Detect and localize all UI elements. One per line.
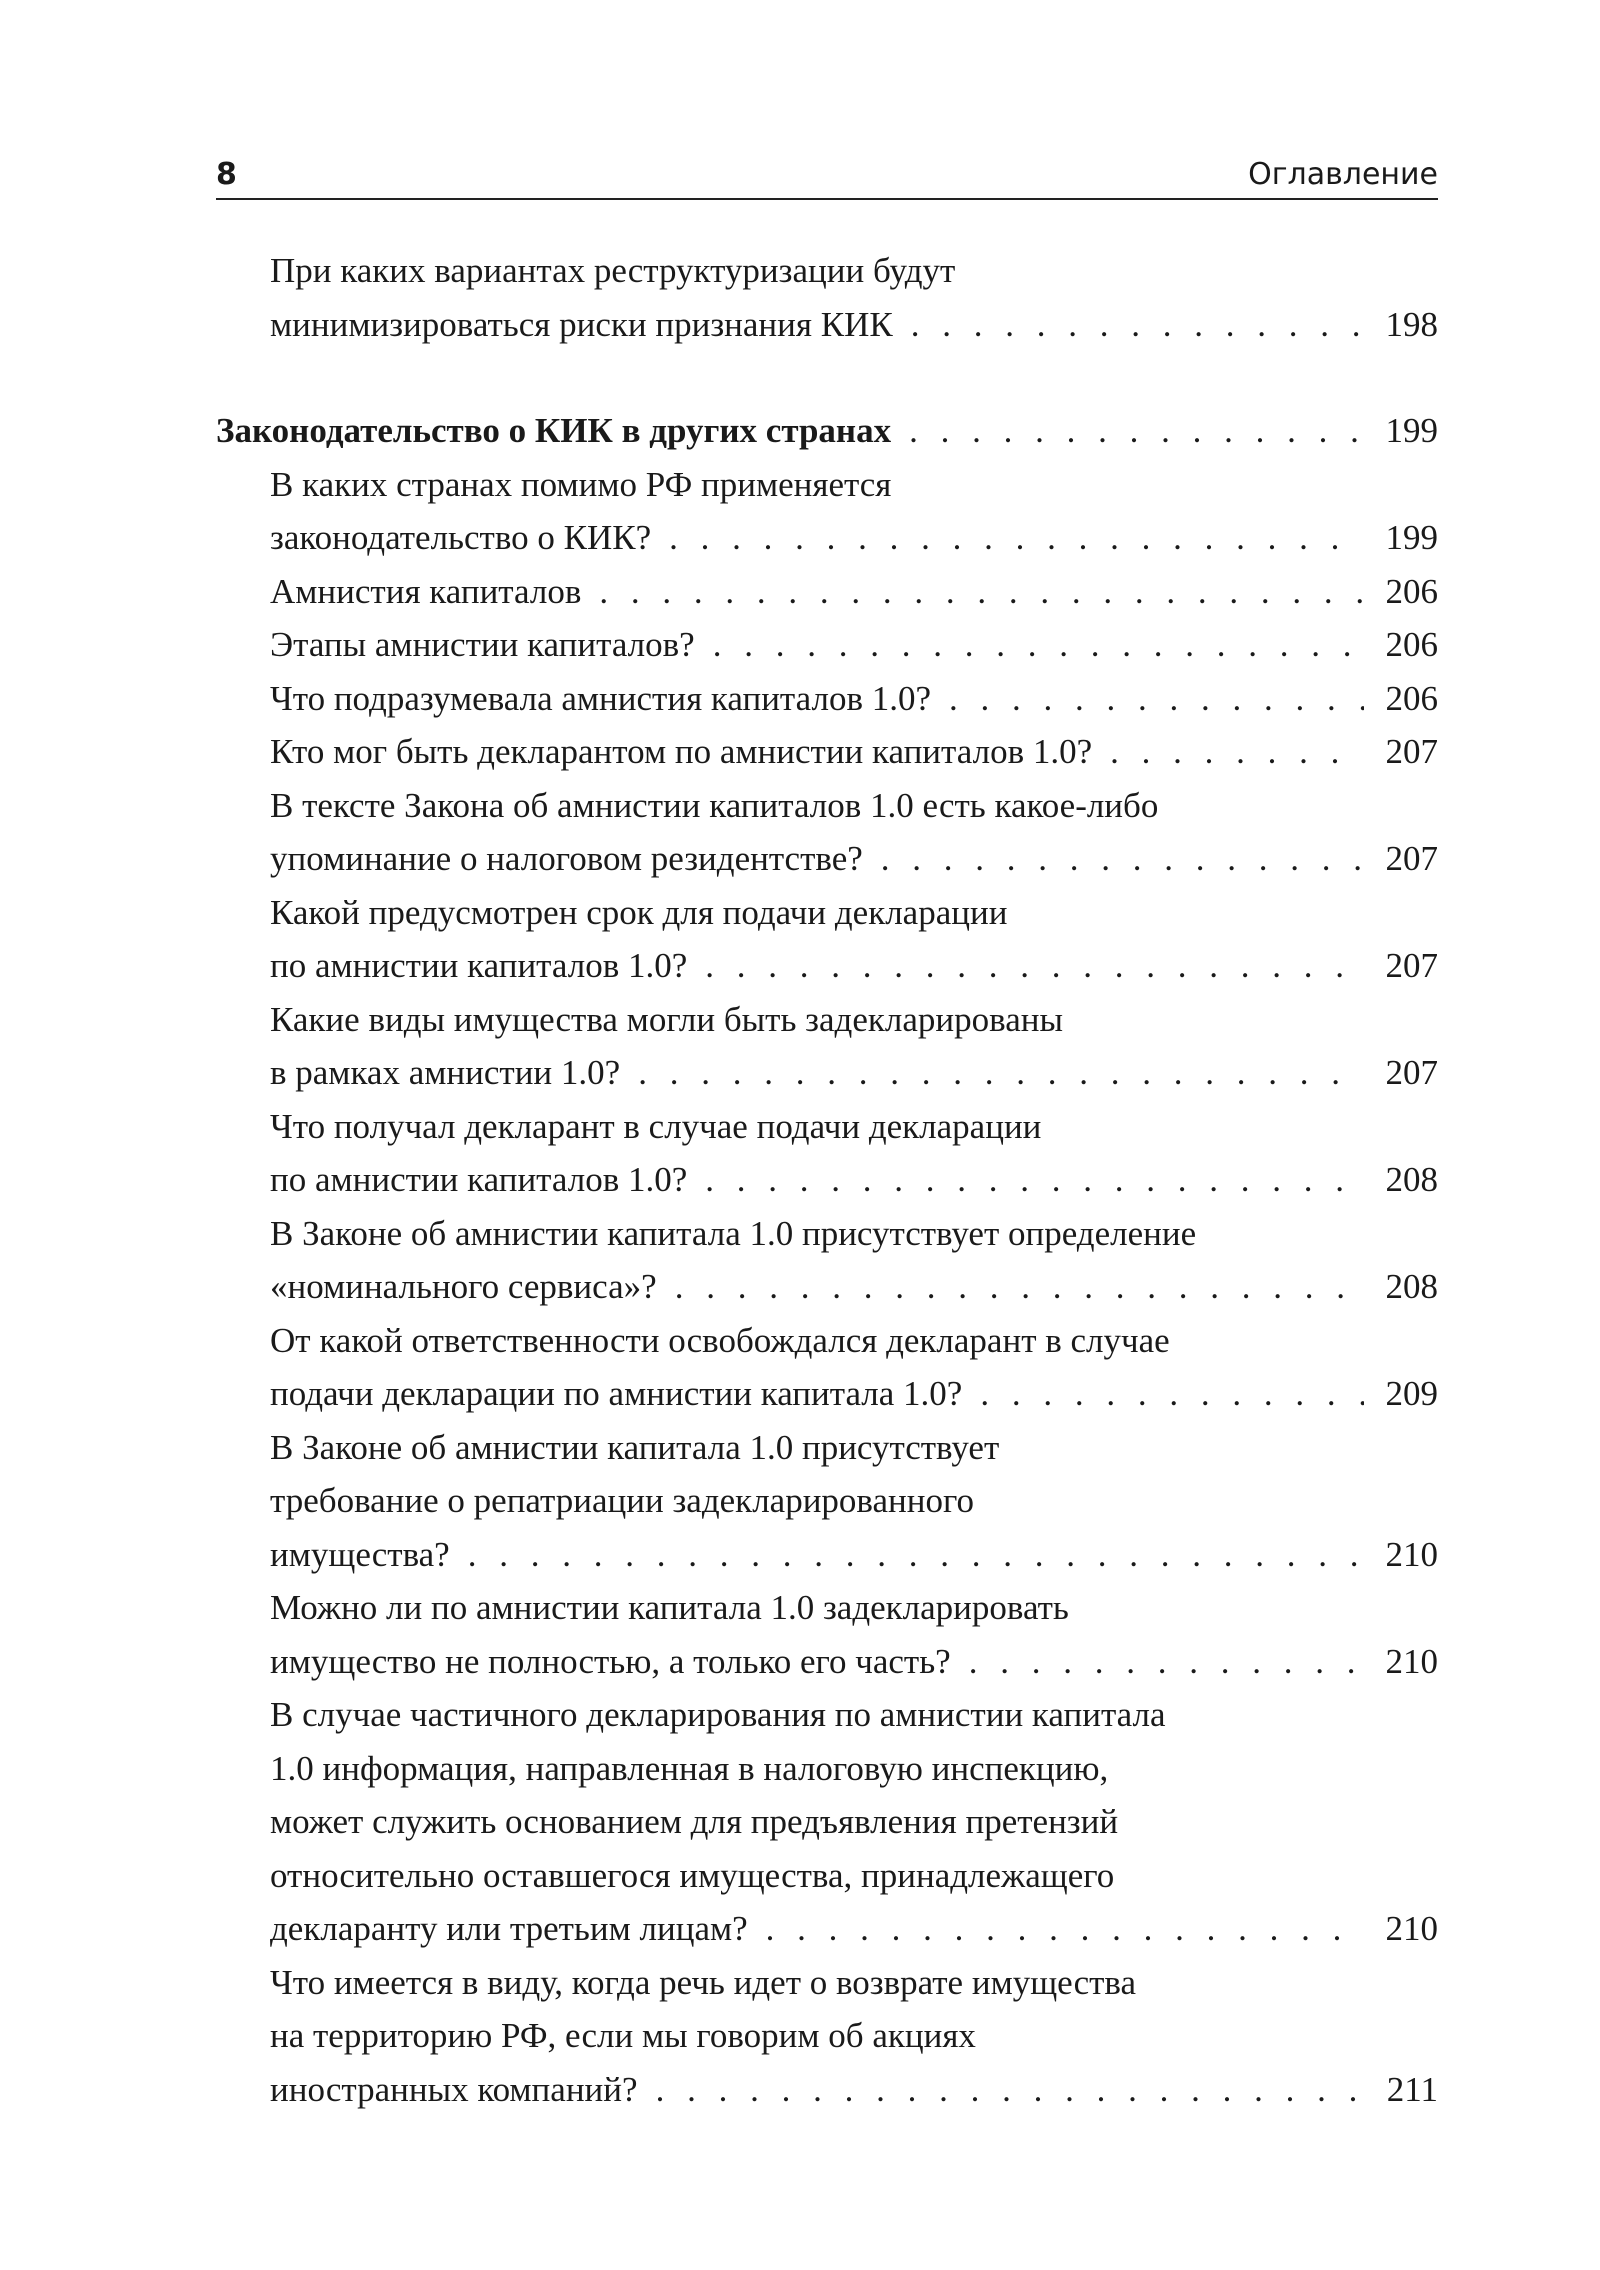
toc-entry-final-line: [270, 1153, 1438, 1207]
dot-leader: [705, 1153, 1364, 1207]
dot-leader: [599, 565, 1364, 619]
toc-entry-title: Что подразумевала амнистия капиталов 1.0?: [270, 678, 932, 718]
toc-page-number: 210: [1385, 1641, 1438, 1681]
dot-leader: [949, 672, 1364, 726]
dot-leader: [1110, 725, 1364, 779]
toc-entry-title: законодательство о КИК?: [270, 518, 652, 557]
toc-entry-title: Этапы амнистии капиталов?: [270, 625, 695, 664]
toc-entry-final-line: [270, 1046, 1438, 1100]
toc-entry-title: по амнистии капиталов 1.0?: [270, 946, 688, 985]
page-number: 8: [216, 157, 237, 192]
toc-entry: [216, 1421, 1438, 1582]
toc-entry-line: может служить основанием для предъявления претензий: [270, 1802, 1119, 1841]
toc-entry: [216, 618, 1438, 672]
dot-leader: [980, 1367, 1364, 1421]
toc-entry: [216, 886, 1438, 993]
running-title: Оглавление: [1248, 157, 1438, 192]
toc-entry-title: подачи декларации по амнистии капитала 1.0?: [270, 1374, 963, 1413]
toc-entry-final-line: [270, 1260, 1438, 1314]
toc-entry-title: имущества?: [270, 1534, 450, 1574]
toc-entry: [216, 779, 1438, 886]
toc-entry-line: Что имеется в виду, когда речь идет о возврате имущества: [270, 1962, 1137, 2002]
toc-entry-line: Что получал декларант в случае подачи декларации: [270, 1106, 1042, 1146]
toc-entry-title: декларанту или третьим лицам?: [270, 1909, 748, 1948]
toc-entry-title: Законодательство о КИК в других странах: [216, 411, 892, 450]
toc-entry-line: В случае частичного декларирования по амнистии капитала: [270, 1695, 1166, 1734]
toc-page-number: 207: [1385, 1053, 1438, 1092]
dot-leader: [675, 1260, 1364, 1314]
toc-entry: [216, 1688, 1438, 1956]
toc-entry: [216, 993, 1438, 1100]
toc-page-number: 198: [1385, 304, 1438, 344]
toc-entry-line: требование о репатриации задекларированного: [270, 1481, 974, 1520]
dot-leader: [911, 298, 1364, 352]
toc-entry-line: Можно ли по амнистии капитала 1.0 задекларировать: [270, 1588, 1069, 1627]
toc-page-number: 209: [1385, 1374, 1438, 1413]
toc-entry-line: В Законе об амнистии капитала 1.0 присутствует: [270, 1427, 1000, 1467]
toc-section-entry: [216, 404, 1438, 458]
toc-entry-final-line: [270, 1902, 1438, 1956]
dot-leader: [909, 404, 1364, 458]
toc-entry: [216, 458, 1438, 565]
toc-entry-line: В тексте Закона об амнистии капиталов 1.0 есть какое-либо: [270, 785, 1159, 825]
toc-page-number: 207: [1385, 732, 1438, 771]
dot-leader: [766, 1902, 1364, 1956]
toc-entry-title: Амнистия капиталов: [270, 571, 582, 611]
toc-entry: [216, 565, 1438, 619]
toc-entry-final-line: [270, 1367, 1438, 1421]
toc-entry-line: на территорию РФ, если мы говорим об акциях: [270, 2016, 976, 2055]
dot-leader: [656, 2063, 1364, 2117]
book-page: [216, 140, 1438, 2116]
toc-entry-line: Какой предусмотрен срок для подачи декларации: [270, 892, 1008, 932]
toc-page-number: 207: [1385, 946, 1438, 985]
toc-entry-final-line: [216, 404, 1438, 458]
toc-entry-title: по амнистии капиталов 1.0?: [270, 1160, 688, 1199]
toc-entry-final-line: [270, 565, 1438, 619]
dot-leader: [468, 1528, 1364, 1582]
toc-entry-line: относительно оставшегося имущества, принадлежащего: [270, 1855, 1115, 1895]
toc-page-number: 199: [1385, 411, 1438, 450]
toc-entry-line: 1.0 информация, направленная в налоговую инспекцию,: [270, 1748, 1109, 1788]
dot-leader: [969, 1635, 1364, 1689]
toc-entry-final-line: [270, 939, 1438, 993]
toc-entry-final-line: [270, 2063, 1438, 2117]
toc-entry: [216, 1956, 1438, 2117]
toc-entry: [216, 672, 1438, 726]
toc-entry-title: Кто мог быть декларантом по амнистии капиталов 1.0?: [270, 732, 1093, 771]
toc-entry-title: минимизироваться риски признания КИК: [270, 304, 893, 344]
toc-entry-title: иностранных компаний?: [270, 2069, 638, 2109]
toc-page-number: 208: [1385, 1160, 1438, 1199]
toc-entry-line: От какой ответственности освобождался декларант в случае: [270, 1320, 1170, 1360]
toc-entry-title: упоминание о налоговом резидентстве?: [270, 839, 863, 878]
toc-entry-line: В каких странах помимо РФ применяется: [270, 464, 892, 504]
toc-page-number: 206: [1385, 571, 1438, 611]
toc-entry: [216, 725, 1438, 779]
toc-entry-final-line: [270, 511, 1438, 565]
dot-leader: [713, 618, 1364, 672]
running-header: [216, 140, 1438, 200]
toc-page-number: 211: [1386, 2069, 1438, 2109]
toc-entry-line: В Законе об амнистии капитала 1.0 присутствует определение: [270, 1213, 1197, 1253]
toc-entry: [216, 1314, 1438, 1421]
dot-leader: [705, 939, 1364, 993]
toc-page-number: 199: [1385, 518, 1438, 557]
toc-page-number: 206: [1385, 678, 1438, 718]
toc-entry-title: в рамках амнистии 1.0?: [270, 1053, 621, 1092]
dot-leader: [881, 832, 1364, 886]
toc-page-number: 208: [1385, 1267, 1438, 1306]
toc-entry: [216, 1207, 1438, 1314]
dot-leader: [669, 511, 1364, 565]
toc-entry-title: «номинального сервиса»?: [270, 1267, 657, 1306]
toc-page-number: 207: [1385, 839, 1438, 878]
toc-entry-final-line: [270, 1635, 1438, 1689]
toc-page-number: 206: [1385, 625, 1438, 664]
toc-page-number: 210: [1385, 1909, 1438, 1948]
toc-entry: [216, 1100, 1438, 1207]
toc-entry-final-line: [270, 618, 1438, 672]
toc-entry-final-line: [270, 832, 1438, 886]
toc-entry-final-line: [270, 725, 1438, 779]
toc-entry: [216, 244, 1438, 351]
toc-entry-title: имущество не полностью, а только его часть?: [270, 1641, 951, 1681]
toc-page-number: 210: [1385, 1534, 1438, 1574]
toc-entry-line: При каких вариантах реструктуризации будут: [270, 251, 956, 290]
dot-leader: [638, 1046, 1364, 1100]
toc-entry-line: Какие виды имущества могли быть задекларированы: [270, 999, 1063, 1039]
toc-entry-final-line: [270, 298, 1438, 352]
toc-entry-final-line: [270, 672, 1438, 726]
toc-entry-final-line: [270, 1528, 1438, 1582]
table-of-contents: [216, 244, 1438, 2116]
toc-entry: [216, 1581, 1438, 1688]
